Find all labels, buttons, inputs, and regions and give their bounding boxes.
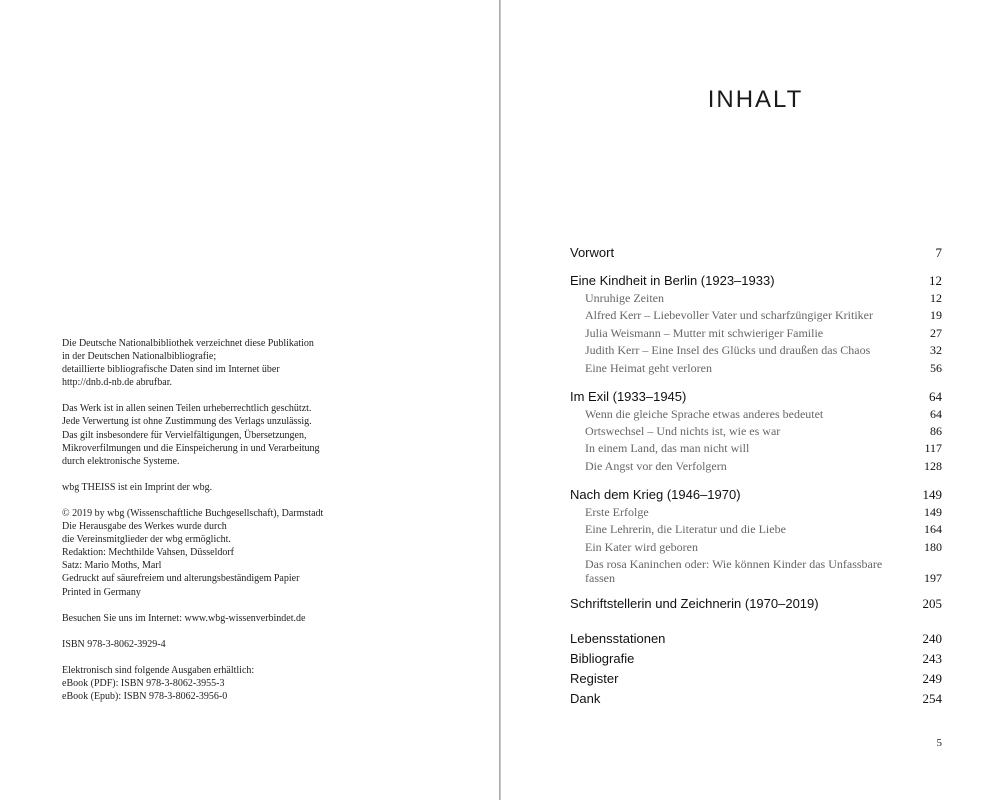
imprint-line: eBook (PDF): ISBN 978-3-8062-3955-3 [62,677,225,689]
toc-entry-label: Eine Kindheit in Berlin (1923–1933) [570,273,775,288]
toc-entry-label: Vorwort [570,245,615,260]
imprint-line: in der Deutschen Nationalbibliografie; [62,351,217,363]
imprint-line: Besuchen Sie uns im Internet: www.wbg-wissenverbindet.de [62,612,306,624]
toc-entry-label: Alfred Kerr – Liebevoller Vater und scharfzüngiger Kritiker [585,308,873,322]
toc-entry-label: Lebensstationen [570,631,666,646]
imprint-block [62,612,482,625]
contents-title: INHALT [707,86,804,113]
toc-entry-label: Judith Kerr – Eine Insel des Glücks und draußen das Chaos [585,343,871,357]
imprint-line: Das Werk ist in allen seinen Teilen urheberrechtlich geschützt. [62,403,312,415]
imprint-block [62,481,482,494]
toc-entry-page: 197 [924,571,942,585]
imprint-line: Die Deutsche Nationalbibliothek verzeichnet diese Publikation [62,338,314,349]
toc-entry-page: 117 [924,441,942,455]
toc-entry-label: Die Angst vor den Verfolgern [585,459,727,473]
toc-entry-page: 12 [930,291,942,305]
imprint-line: detaillierte bibliografische Daten sind im Internet über [62,364,280,376]
toc-entry-label: Dank [570,691,601,706]
imprint-line: wbg THEISS ist ein Imprint der wbg. [62,481,213,493]
toc-entry-page: 27 [930,326,942,340]
toc-entry-page: 12 [929,273,942,288]
toc-entry-label: Nach dem Krieg (1946–1970) [570,487,741,502]
imprint-line: Redaktion: Mechthilde Vahsen, Düsseldorf [62,547,235,559]
toc-entry-label: Das rosa Kaninchen oder: Wie können Kinder das Unfassbare fassen [585,557,883,585]
imprint-line: Elektronisch sind folgende Ausgaben erhältlich: [62,664,255,676]
toc-entry-page: 243 [922,651,942,666]
toc-entry-page: 205 [922,596,942,611]
toc-entry-page: 180 [924,540,942,554]
imprint-line: Die Herausgabe des Werkes wurde durch [62,521,227,533]
toc-entry-page: 249 [922,671,942,686]
imprint-line: durch elektronische Systeme. [62,455,180,467]
toc-entry-label: Ein Kater wird geboren [585,540,698,554]
imprint-line: Das gilt insbesondere für Vervielfältigungen, Übersetzungen, [62,429,307,441]
page-number: 5 [936,737,942,749]
toc-entry-page: 149 [922,487,942,502]
imprint-line: http://dnb.d-nb.de abrufbar. [62,377,172,389]
toc-entry-page: 32 [930,343,942,357]
imprint-block [62,638,482,651]
imprint-line: © 2019 by wbg (Wissenschaftliche Buchgesellschaft), Darmstadt [62,507,324,519]
toc-entry-page: 56 [930,361,942,375]
imprint-block [62,402,482,467]
toc-entry-label: Eine Heimat geht verloren [585,361,712,375]
toc-entry-page: 64 [929,389,942,404]
toc-entry-label: In einem Land, das man nicht will [585,441,750,455]
imprint-line: Satz: Mario Moths, Marl [62,560,162,572]
imprint-line: Jede Verwertung ist ohne Zustimmung des Verlags unzulässig. [62,416,312,428]
imprint-line: Gedruckt auf säurefreiem und alterungsbeständigem Papier [62,573,300,585]
toc-entry-page: 164 [924,522,942,536]
imprint-block [62,337,482,389]
toc-entry-label: Erste Erfolge [585,505,649,519]
imprint-line: ISBN 978-3-8062-3929-4 [62,638,166,650]
imprint-block [62,664,482,703]
imprint-block [62,507,482,599]
toc-entry-page: 64 [930,407,942,421]
toc-entry-page: 128 [924,459,942,473]
toc-entry-label: Wenn die gleiche Sprache etwas anderes bedeutet [585,407,824,421]
toc-entry-page: 19 [930,308,942,322]
toc-entry-label: Julia Weismann – Mutter mit schwieriger Familie [585,326,824,340]
toc-entry-page: 149 [924,505,942,519]
imprint-line: Printed in Germany [62,586,141,598]
toc-entry-label: Register [570,671,619,686]
imprint-text [62,337,482,716]
imprint-line: Mikroverfilmungen und die Einspeicherung in und Verarbeitung [62,442,320,454]
toc-entry-page: 86 [930,424,942,438]
toc-entry-label: Bibliografie [570,651,635,666]
toc-entry-label: Schriftstellerin und Zeichnerin (1970–2019) [570,596,819,611]
toc-entry-page: 254 [922,691,942,706]
imprint-line: eBook (Epub): ISBN 978-3-8062-3956-0 [62,690,228,702]
toc-entry-label: Ortswechsel – Und nichts ist, wie es war [585,424,781,438]
toc-entry-label: Eine Lehrerin, die Literatur und die Liebe [585,522,786,536]
imprint-line: die Vereinsmitglieder der wbg ermöglicht. [62,534,231,546]
toc-entry-page: 240 [922,631,942,646]
toc-entry-page: 7 [935,245,942,260]
toc-entry-label: Unruhige Zeiten [585,291,664,305]
right-page [501,0,1000,800]
toc-entry-label: Im Exil (1933–1945) [570,389,687,404]
